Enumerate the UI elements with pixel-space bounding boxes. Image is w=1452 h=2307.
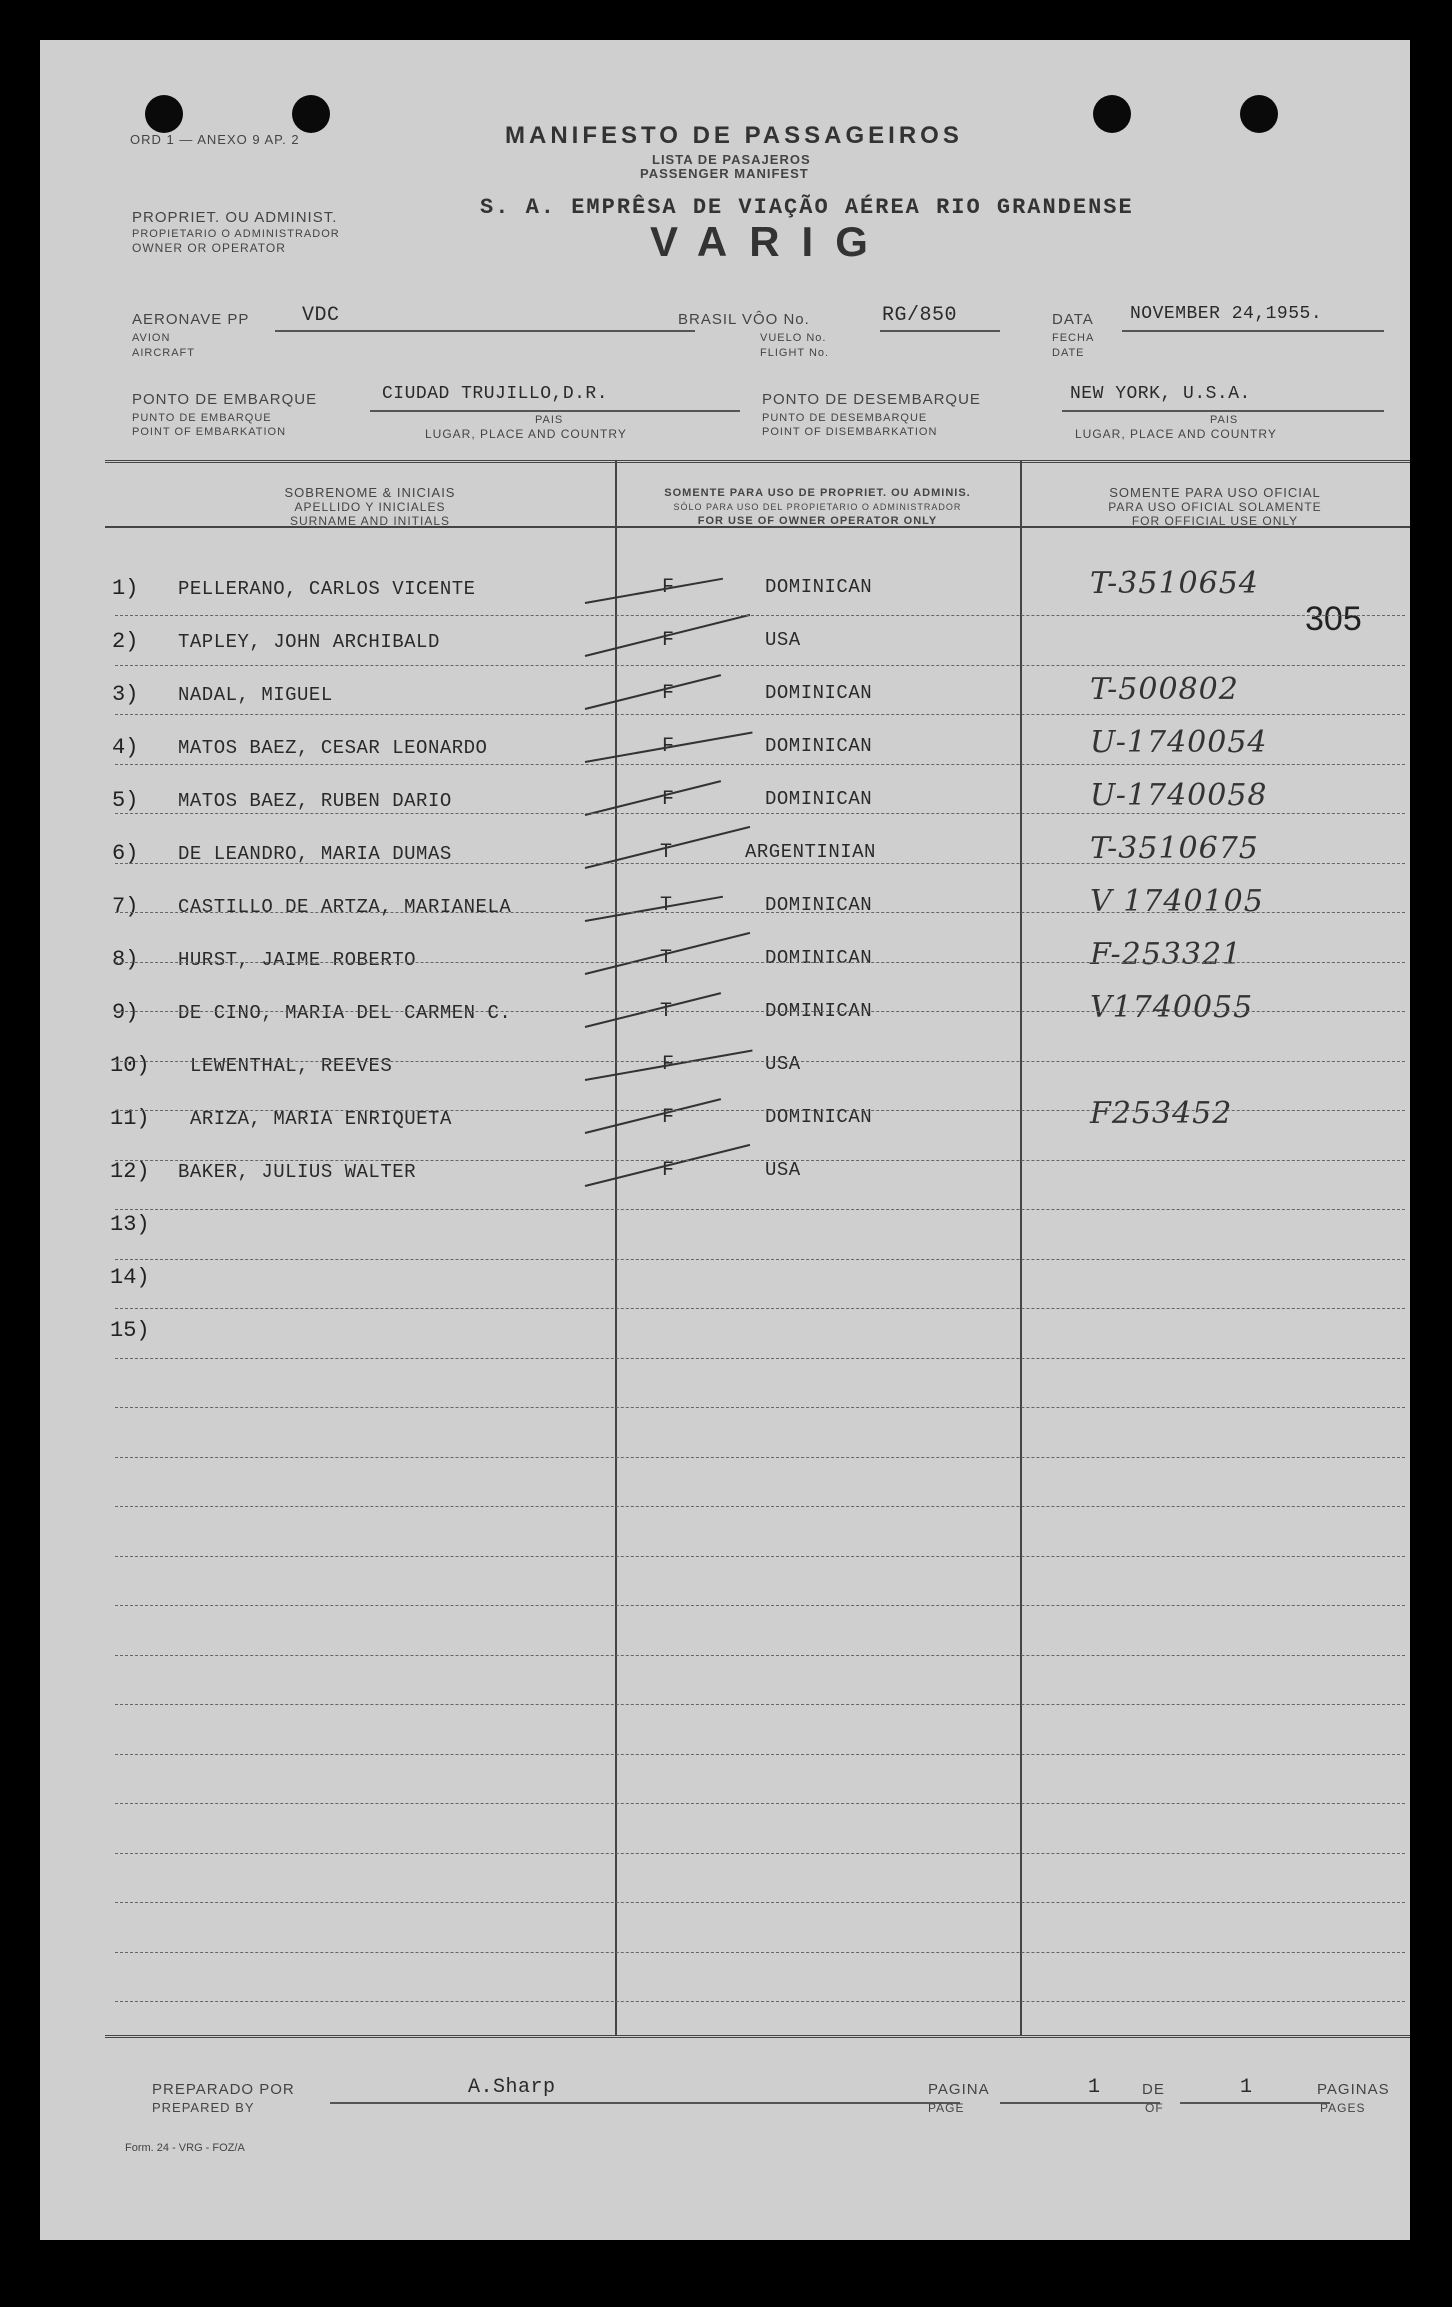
page-label-en: PAGE (928, 2101, 965, 2115)
row-rule (115, 1556, 1405, 1557)
aircraft-label-es: AVION (132, 332, 171, 344)
punch-hole-3 (1093, 95, 1131, 133)
aircraft-label: AERONAVE PP (132, 311, 250, 328)
embark-label-en: POINT OF EMBARKATION (132, 426, 287, 438)
row-rule (115, 1853, 1405, 1854)
check-mark (585, 780, 721, 816)
official-document-number: F-253321 (1090, 937, 1243, 972)
flight-label-en: FLIGHT No. (760, 347, 830, 359)
row-rule (115, 863, 1405, 864)
prepared-value: A.Sharp (468, 2076, 556, 2099)
check-mark (585, 896, 723, 922)
row-rule (115, 1506, 1405, 1507)
row-rule (115, 813, 1405, 814)
row-rule (115, 1605, 1405, 1606)
row-number: 8) (112, 947, 139, 972)
passenger-name: NADAL, MIGUEL (178, 684, 333, 706)
row-number: 1) (112, 576, 139, 601)
form-code: ORD 1 — ANEXO 9 AP. 2 (130, 132, 300, 147)
of-label: DE (1142, 2081, 1165, 2098)
operator-short-name: VARIG (650, 218, 890, 265)
disembark-label-en: POINT OF DISEMBARKATION (762, 426, 938, 438)
manifest-title-en: PASSENGER MANIFEST (640, 166, 809, 181)
passenger-nationality: DOMINICAN (765, 735, 873, 757)
check-mark (585, 1098, 721, 1134)
embark-label-es: PUNTO DE EMBARQUE (132, 412, 272, 424)
passenger-class: T (660, 947, 673, 970)
row-rule (115, 1902, 1405, 1903)
passenger-nationality: DOMINICAN (765, 788, 873, 810)
passenger-class: F (662, 682, 675, 705)
row-rule (115, 1308, 1405, 1309)
punch-hole-4 (1240, 95, 1278, 133)
flight-label-es: VUELO No. (760, 332, 827, 344)
passenger-class: F (662, 1106, 675, 1129)
passenger-name: TAPLEY, JOHN ARCHIBALD (178, 631, 440, 653)
row-rule (115, 615, 1405, 616)
disembark-pais: PAIS (1210, 414, 1239, 426)
embark-label: PONTO DE EMBARQUE (132, 391, 318, 408)
row-number: 5) (112, 788, 139, 813)
passenger-class: T (660, 841, 673, 864)
passenger-name: MATOS BAEZ, RUBEN DARIO (178, 790, 452, 812)
date-label-es: FECHA (1052, 332, 1095, 344)
passenger-name: HURST, JAIME ROBERTO (178, 949, 417, 971)
passenger-nationality: USA (765, 1053, 801, 1075)
passenger-name: ARIZA, MARIA ENRIQUETA (190, 1108, 452, 1130)
row-rule (115, 1061, 1405, 1062)
disembark-label-es: PUNTO DE DESEMBARQUE (762, 412, 928, 424)
passenger-nationality: USA (765, 1159, 801, 1181)
date-value: NOVEMBER 24,1955. (1130, 304, 1323, 324)
flight-label: BRASIL VÔO No. (678, 311, 810, 328)
pages-label: PAGINAS (1317, 2081, 1390, 2098)
row-rule (115, 714, 1405, 715)
passenger-name: PELLERANO, CARLOS VICENTE (178, 578, 476, 600)
row-number: 15) (110, 1318, 150, 1343)
date-label: DATA (1052, 311, 1094, 328)
of-label-en: OF (1145, 2101, 1164, 2115)
page-value: 1 (1088, 2076, 1101, 2099)
of-value: 1 (1240, 2076, 1253, 2099)
operator-label-es: PROPIETARIO O ADMINISTRADOR (132, 228, 340, 240)
passenger-nationality: DOMINICAN (765, 682, 873, 704)
row-rule (115, 1259, 1405, 1260)
row-number: 7) (112, 894, 139, 919)
pages-label-en: PAGES (1320, 2101, 1366, 2115)
official-document-number: U-1740058 (1090, 778, 1268, 813)
stamp-number: 305 (1305, 600, 1362, 638)
column-header-operator: SOMENTE PARA USO DE PROPRIET. OU ADMINIS. SÓLO PARA USO DEL PROPIETARIO O ADMINISTRADOR FOR USE OF OWNER OPERATOR ONLY (664, 487, 971, 527)
official-document-number: T-3510675 (1090, 831, 1259, 866)
row-rule (115, 1655, 1405, 1656)
prepared-label: PREPARADO POR (152, 2081, 295, 2098)
passenger-nationality: DOMINICAN (765, 1000, 873, 1022)
row-rule (115, 1110, 1405, 1111)
manifest-page (40, 40, 1410, 2240)
table-bottom-border (105, 2035, 1410, 2038)
column-divider-2 (1020, 460, 1022, 2035)
row-rule (115, 764, 1405, 765)
row-number: 10) (110, 1053, 150, 1078)
row-rule (115, 1457, 1405, 1458)
passenger-nationality: DOMINICAN (765, 894, 873, 916)
passenger-nationality: ARGENTINIAN (745, 841, 876, 863)
operator-label-pt: PROPRIET. OU ADMINIST. (132, 209, 338, 226)
aircraft-label-en: AIRCRAFT (132, 347, 195, 359)
passenger-class: T (660, 1000, 673, 1023)
passenger-nationality: DOMINICAN (765, 576, 873, 598)
passenger-class: F (662, 1159, 675, 1182)
manifest-title: MANIFESTO DE PASSAGEIROS (505, 122, 963, 149)
row-rule (115, 1358, 1405, 1359)
passenger-nationality: DOMINICAN (765, 1106, 873, 1128)
passenger-name: BAKER, JULIUS WALTER (178, 1161, 417, 1183)
official-document-number: T-500802 (1090, 672, 1239, 707)
official-document-number: V1740055 (1090, 990, 1254, 1025)
passenger-name: CASTILLO DE ARTZA, MARIANELA (178, 896, 512, 918)
table-top-border (105, 460, 1410, 463)
row-number: 9) (112, 1000, 139, 1025)
row-rule (115, 962, 1405, 963)
embark-value: CIUDAD TRUJILLO,D.R. (382, 384, 609, 404)
form-number: Form. 24 - VRG - FOZ/A (125, 2142, 245, 2154)
row-rule (115, 1704, 1405, 1705)
row-number: 6) (112, 841, 139, 866)
page-label: PAGINA (928, 2081, 990, 2098)
embark-pais: PAIS (535, 414, 564, 426)
disembark-value: NEW YORK, U.S.A. (1070, 384, 1251, 404)
passenger-name: DE CINO, MARIA DEL CARMEN C. (178, 1002, 512, 1024)
disembark-label: PONTO DE DESEMBARQUE (762, 391, 981, 408)
manifest-title-es: LISTA DE PASAJEROS (652, 152, 811, 167)
punch-hole-1 (145, 95, 183, 133)
disembark-place: LUGAR, PLACE AND COUNTRY (1075, 427, 1277, 441)
operator-name: S. A. EMPRÊSA DE VIAÇÃO AÉREA RIO GRANDENSE (480, 195, 1134, 220)
row-number: 2) (112, 629, 139, 654)
passenger-class: F (662, 788, 675, 811)
row-number: 4) (112, 735, 139, 760)
flight-value: RG/850 (882, 304, 958, 327)
row-rule (115, 912, 1405, 913)
row-rule (115, 2001, 1405, 2002)
passenger-name: LEWENTHAL, REEVES (190, 1055, 393, 1077)
official-document-number: U-1740054 (1090, 725, 1268, 760)
column-divider-1 (615, 460, 617, 2035)
operator-label-en: OWNER OR OPERATOR (132, 241, 286, 255)
passenger-nationality: USA (765, 629, 801, 651)
official-document-number: F253452 (1090, 1096, 1233, 1131)
row-rule (115, 1160, 1405, 1161)
check-mark (585, 578, 723, 604)
row-rule (115, 1407, 1405, 1408)
aircraft-value: VDC (302, 304, 340, 327)
embark-place: LUGAR, PLACE AND COUNTRY (425, 427, 627, 441)
official-document-number: T-3510654 (1090, 566, 1259, 601)
row-rule (115, 1209, 1405, 1210)
row-rule (115, 1952, 1405, 1953)
row-rule (115, 1754, 1405, 1755)
row-rule (115, 1803, 1405, 1804)
row-rule (115, 665, 1405, 666)
passenger-class: F (662, 629, 675, 652)
row-number: 3) (112, 682, 139, 707)
passenger-name: DE LEANDRO, MARIA DUMAS (178, 843, 452, 865)
date-label-en: DATE (1052, 347, 1085, 359)
row-number: 12) (110, 1159, 150, 1184)
row-number: 13) (110, 1212, 150, 1237)
passenger-name: MATOS BAEZ, CESAR LEONARDO (178, 737, 488, 759)
passenger-nationality: DOMINICAN (765, 947, 873, 969)
prepared-label-en: PREPARED BY (152, 2100, 255, 2115)
column-header-official: SOMENTE PARA USO OFICIAL PARA USO OFICIAL SOLAMENTE FOR OFFICIAL USE ONLY (1108, 485, 1322, 528)
official-document-number: V 1740105 (1090, 884, 1264, 919)
check-mark (585, 674, 721, 710)
punch-hole-2 (292, 95, 330, 133)
column-header-name: SOBRENOME & INICIAIS APELLIDO Y INICIALES SURNAME AND INITIALS (284, 485, 456, 528)
row-rule (115, 1011, 1405, 1012)
row-number: 11) (110, 1106, 150, 1131)
row-number: 14) (110, 1265, 150, 1290)
